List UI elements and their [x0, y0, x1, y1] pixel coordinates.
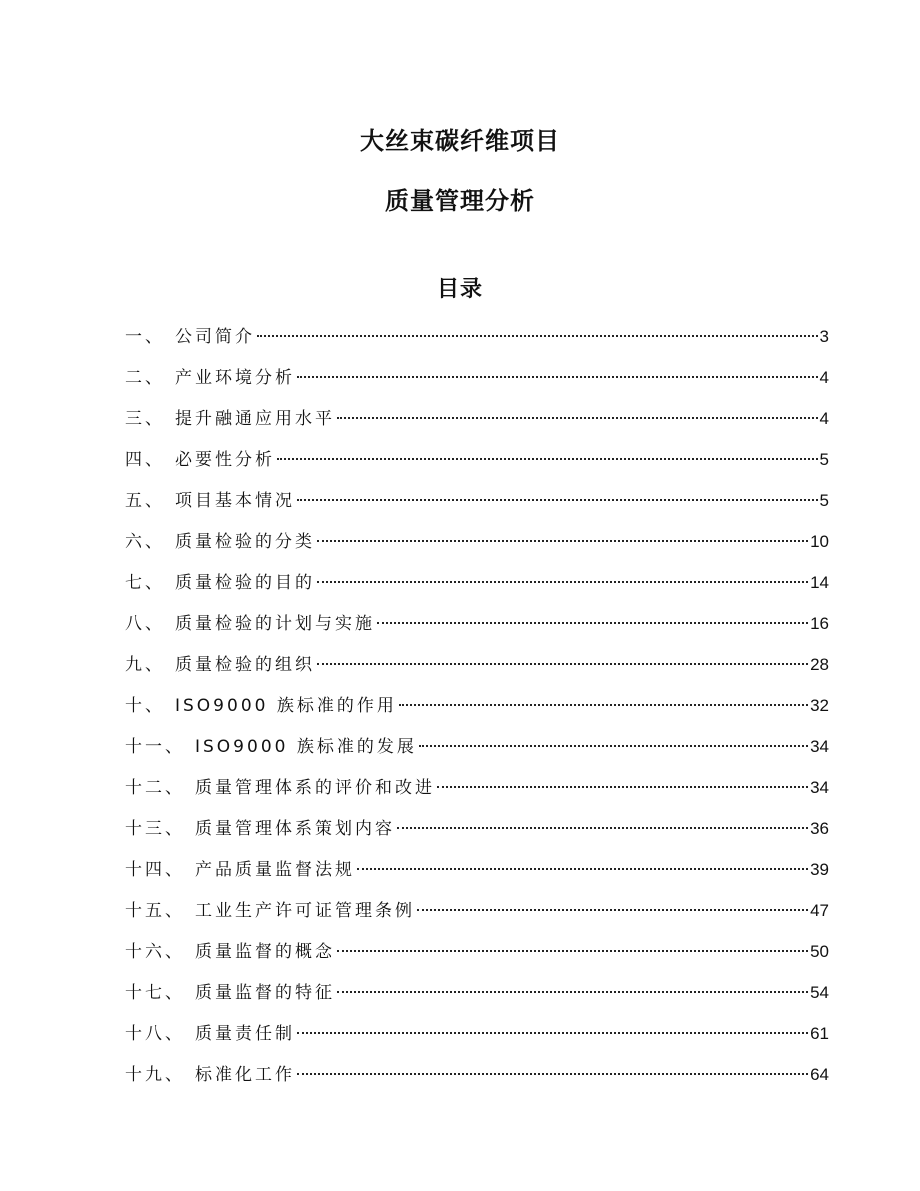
toc-entry-label: 公司简介 — [175, 327, 255, 347]
toc-entry[interactable] — [125, 814, 829, 855]
document-title: 大丝束碳纤维项目 — [360, 127, 560, 155]
toc-dot-leader — [317, 581, 808, 583]
toc-entry-label: 质量监督的特征 — [195, 983, 335, 1003]
toc-dot-leader — [337, 950, 808, 952]
toc-entry-page-number: 64 — [810, 1065, 829, 1084]
toc-entry-page-number: 61 — [810, 1024, 829, 1043]
toc-entry-label: ISO9000 族标准的作用 — [175, 696, 397, 716]
toc-entry-page-number: 14 — [810, 573, 829, 592]
toc-entry-number: 六、 — [125, 532, 165, 552]
toc-entry-label: 质量检验的分类 — [175, 532, 315, 552]
toc-dot-leader — [397, 827, 808, 829]
toc-entry-label: ISO9000 族标准的发展 — [195, 737, 417, 757]
toc-entry-number: 十四、 — [125, 860, 185, 880]
toc-entry-number: 十五、 — [125, 901, 185, 921]
toc-entry-number: 十三、 — [125, 819, 185, 839]
toc-entry[interactable] — [125, 978, 829, 1019]
toc-dot-leader — [417, 909, 808, 911]
toc-entry-page-number: 47 — [810, 901, 829, 920]
toc-entry-page-number: 3 — [819, 327, 829, 346]
toc-entry-label: 质量检验的目的 — [175, 573, 315, 593]
toc-entry-number: 五、 — [125, 491, 165, 511]
toc-heading: 目录 — [436, 277, 483, 302]
toc-entry-label: 必要性分析 — [175, 450, 275, 470]
toc-entry-page-number: 50 — [810, 942, 829, 961]
toc-entry-number: 四、 — [125, 450, 165, 470]
toc-entry-page-number: 28 — [810, 655, 829, 674]
toc-entry-page-number: 4 — [819, 409, 829, 428]
toc-entry[interactable] — [125, 896, 829, 937]
toc-dot-leader — [297, 1073, 808, 1075]
toc-dot-leader — [317, 663, 808, 665]
toc-entry-number: 十二、 — [125, 778, 185, 798]
toc-dot-leader — [317, 540, 808, 542]
toc-entry-label: 提升融通应用水平 — [175, 409, 335, 429]
toc-entry-label: 标准化工作 — [195, 1065, 295, 1085]
toc-entry-number: 一、 — [125, 327, 165, 347]
toc-entry[interactable] — [125, 404, 829, 445]
toc-dot-leader — [399, 704, 808, 706]
toc-entry[interactable] — [125, 691, 829, 732]
toc-entry[interactable] — [125, 1060, 829, 1101]
toc-dot-leader — [297, 1032, 808, 1034]
toc-entry-number: 十一、 — [125, 737, 185, 757]
toc-entry[interactable] — [125, 855, 829, 896]
toc-entry-number: 九、 — [125, 655, 165, 675]
toc-entry-label: 质量责任制 — [195, 1024, 295, 1044]
toc-entry-page-number: 34 — [810, 737, 829, 756]
toc-entry[interactable] — [125, 773, 829, 814]
toc-entry-label: 项目基本情况 — [175, 491, 295, 511]
toc-entry[interactable] — [125, 937, 829, 978]
toc-entry-page-number: 54 — [810, 983, 829, 1002]
table-of-contents — [125, 322, 829, 1101]
toc-entry[interactable] — [125, 609, 829, 650]
toc-entry[interactable] — [125, 445, 829, 486]
toc-entry-page-number: 36 — [810, 819, 829, 838]
toc-entry-label: 质量检验的计划与实施 — [175, 614, 375, 634]
toc-entry-label: 工业生产许可证管理条例 — [195, 901, 415, 921]
toc-entry-number: 八、 — [125, 614, 165, 634]
toc-dot-leader — [257, 335, 818, 337]
toc-entry-page-number: 16 — [810, 614, 829, 633]
toc-entry-number: 十九、 — [125, 1065, 185, 1085]
toc-entry-page-number: 32 — [810, 696, 829, 715]
document-subtitle: 质量管理分析 — [385, 187, 535, 215]
toc-entry[interactable] — [125, 650, 829, 691]
toc-entry[interactable] — [125, 732, 829, 773]
toc-entry-number: 三、 — [125, 409, 165, 429]
toc-dot-leader — [437, 786, 808, 788]
toc-dot-leader — [419, 745, 808, 747]
toc-dot-leader — [277, 458, 818, 460]
toc-entry-number: 二、 — [125, 368, 165, 388]
toc-entry[interactable] — [125, 527, 829, 568]
toc-entry[interactable] — [125, 363, 829, 404]
toc-entry-label: 质量监督的概念 — [195, 942, 335, 962]
toc-entry-number: 十六、 — [125, 942, 185, 962]
toc-entry-number: 十七、 — [125, 983, 185, 1003]
toc-entry-label: 质量管理体系的评价和改进 — [195, 778, 435, 798]
toc-entry[interactable] — [125, 486, 829, 527]
toc-entry[interactable] — [125, 1019, 829, 1060]
toc-entry-page-number: 39 — [810, 860, 829, 879]
toc-entry-number: 七、 — [125, 573, 165, 593]
toc-entry-page-number: 4 — [819, 368, 829, 387]
toc-entry-number: 十、 — [125, 696, 165, 716]
toc-entry-page-number: 5 — [819, 450, 829, 469]
toc-dot-leader — [337, 417, 818, 419]
toc-dot-leader — [297, 499, 818, 501]
toc-entry-page-number: 10 — [810, 532, 829, 551]
toc-entry-page-number: 5 — [819, 491, 829, 510]
toc-entry[interactable] — [125, 322, 829, 363]
toc-entry[interactable] — [125, 568, 829, 609]
toc-entry-label: 质量管理体系策划内容 — [195, 819, 395, 839]
toc-entry-page-number: 34 — [810, 778, 829, 797]
toc-dot-leader — [357, 868, 808, 870]
toc-entry-label: 产业环境分析 — [175, 368, 295, 388]
toc-entry-label: 质量检验的组织 — [175, 655, 315, 675]
toc-dot-leader — [377, 622, 808, 624]
toc-dot-leader — [297, 376, 818, 378]
toc-dot-leader — [337, 991, 808, 993]
toc-entry-number: 十八、 — [125, 1024, 185, 1044]
toc-entry-label: 产品质量监督法规 — [195, 860, 355, 880]
